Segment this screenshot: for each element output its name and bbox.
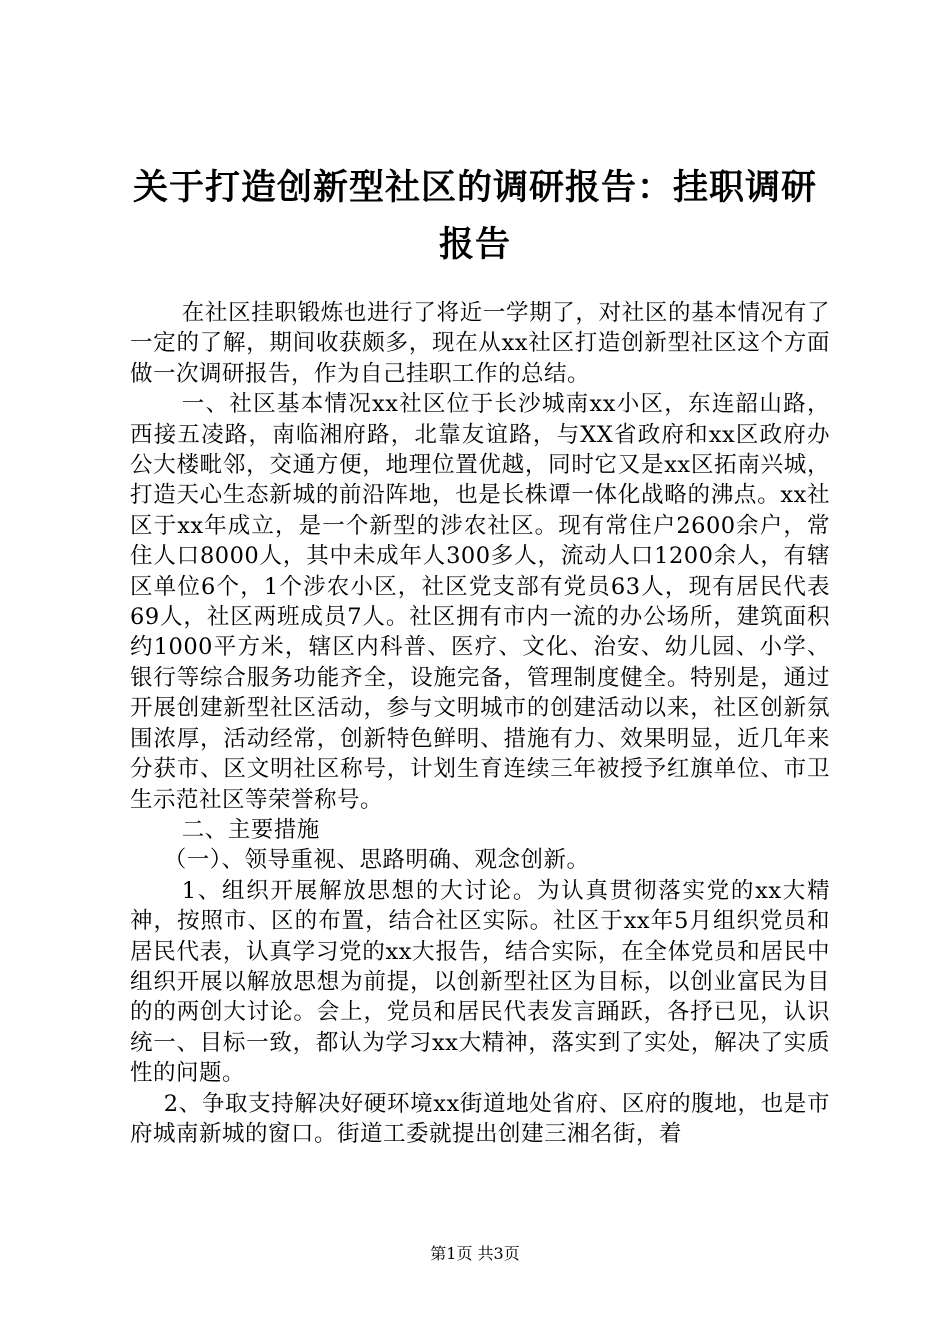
paragraph-intro: 在社区挂职锻炼也进行了将近一学期了，对社区的基本情况有了一定的了解，期间收获颇多，现在从xx社区打造创新型社区这个方面做一次调研报告，作为自己挂职工作的总结。 bbox=[130, 300, 830, 387]
page-footer: 第1页 共3页 bbox=[430, 1244, 520, 1263]
paragraph-basic-info: 一、社区基本情况xx社区位于长沙城南xx小区，东连韶山路，西接五凌路，南临湘府路，北靠友谊路，与XX省政府和xx区政府办公大楼毗邻，交通方便，地理位置优越，同时它又是xx区拓南兴城，打造天心生态新城的前沿阵地，也是长株谭一体化战略的沸点。xx社区于xx年成立，是一个新型的涉农社区。现有常住户2600余户，常住人口8000人，其中未成年人300多人，流动人口1200余人，有辖区单位6个，1个涉农小区，社区党支部有党员63人，现有居民代表69人，社区两班成员7人。社区拥有市内一流的办公场所，建筑面积约1000平方米，辖区内科普、医疗、文化、治安、幼儿园、小学、银行等综合服务功能齐全，设施完备，管理制度健全。特别是，通过开展创建新型社区活动，参与文明城市的创建活动以来，社区创新氛围浓厚，活动经常，创新特色鲜明、措施有力、效果明显，近几年来分获市、区文明社区称号，计划生育连续三年被授予红旗单位、市卫生示范社区等荣誉称号。 bbox=[130, 391, 830, 813]
heading-main-measures: 二、主要措施 bbox=[181, 816, 320, 843]
subheading-leadership: （一）、领导重视、思路明确、观念创新。 bbox=[163, 847, 590, 874]
document-body bbox=[130, 298, 830, 1149]
document-title: 关于打造创新型社区的调研报告：挂职调研报告 bbox=[132, 168, 817, 265]
paragraph-environment: 2、争取支持解决好硬环境xx街道地处省府、区府的腹地，也是市府城南新城的窗口。街道工委就提出创建三湘名街，着 bbox=[130, 1090, 830, 1147]
paragraph-discussion: 1、组织开展解放思想的大讨论。为认真贯彻落实党的xx大精神，按照市、区的布置，结合社区实际。社区于xx年5月组织党员和居民代表，认真学习党的xx大报告，结合实际，在全体党员和居民中组织开展以解放思想为前提，以创新型社区为目标，以创业富民为目的的两创大讨论。会上，党员和居民代表发言踊跃，各抒已见，认识统一、目标一致，都认为学习xx大精神，落实到了实处，解决了实质性的问题。 bbox=[130, 877, 830, 1087]
